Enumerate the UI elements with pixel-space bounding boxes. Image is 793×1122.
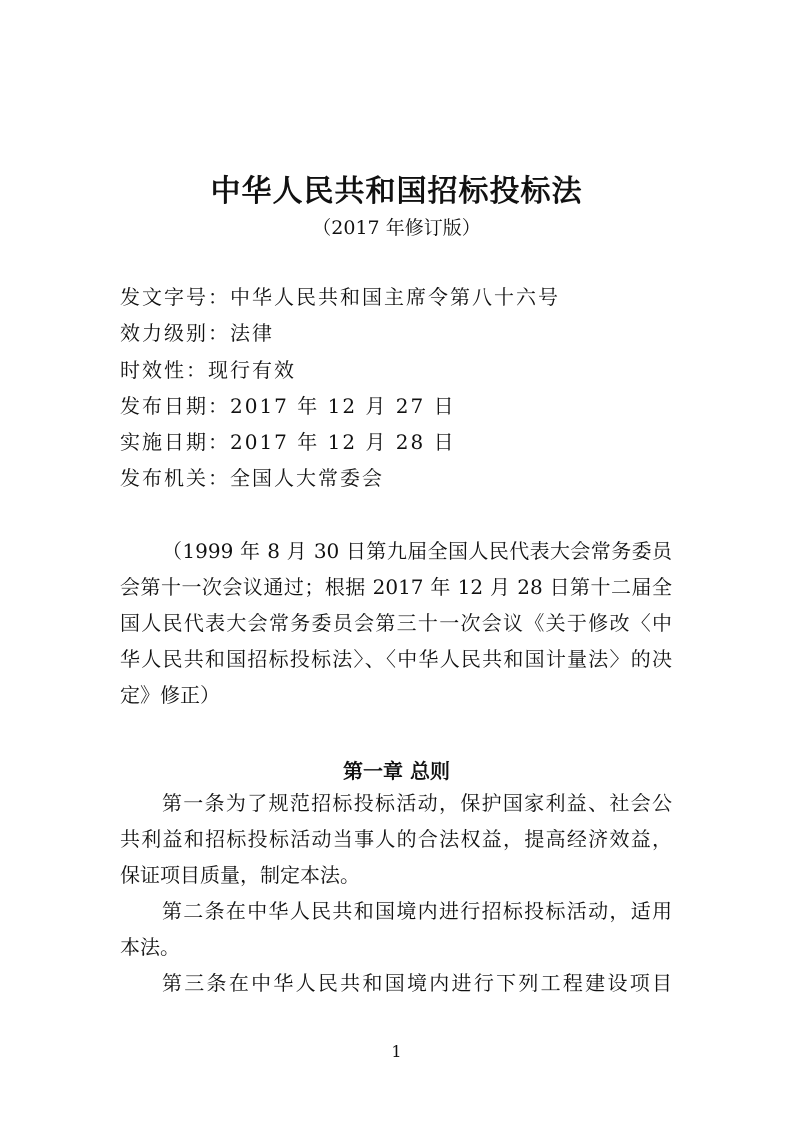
chapter-heading: 第一章 总则 xyxy=(343,759,450,783)
article-line: 保证项目质量，制定本法。 xyxy=(120,863,360,887)
preamble-line: 华人民共和国招标投标法〉、〈中华人民共和国计量法〉的决 xyxy=(120,647,672,671)
meta-level: 效力级别：法律 xyxy=(120,321,274,345)
page-number: 1 xyxy=(391,1042,402,1061)
preamble-line: 国人民代表大会常务委员会第三十一次会议《关于修改〈中 xyxy=(120,611,672,635)
preamble-line: 会第十一次会议通过；根据 2017 年 12 月 28 日第十二届全 xyxy=(120,575,672,599)
document-subtitle: （2017 年修订版） xyxy=(312,217,481,239)
article-line: 第一条为了规范招标投标活动，保护国家利益、社会公 xyxy=(162,791,672,815)
article-line: 第三条在中华人民共和国境内进行下列工程建设项目 xyxy=(162,971,672,995)
meta-doc-number: 发文字号：中华人民共和国主席令第八十六号 xyxy=(120,285,560,309)
meta-issuer: 发布机关：全国人大常委会 xyxy=(120,466,384,490)
article-line: 第二条在中华人民共和国境内进行招标投标活动，适用 xyxy=(162,899,672,923)
meta-publish-date: 发布日期：2017 年 12 月 27 日 xyxy=(120,394,456,418)
meta-validity: 时效性：现行有效 xyxy=(120,358,296,382)
article-line: 本法。 xyxy=(120,935,180,959)
article-line: 共利益和招标投标活动当事人的合法权益，提高经济效益， xyxy=(120,827,672,851)
document-title: 中华人民共和国招标投标法 xyxy=(210,174,583,209)
preamble-line: 定》修正） xyxy=(120,683,220,707)
meta-effective-date: 实施日期：2017 年 12 月 28 日 xyxy=(120,430,456,454)
preamble-line: （1999 年 8 月 30 日第九届全国人民代表大会常务委员 xyxy=(162,539,672,563)
